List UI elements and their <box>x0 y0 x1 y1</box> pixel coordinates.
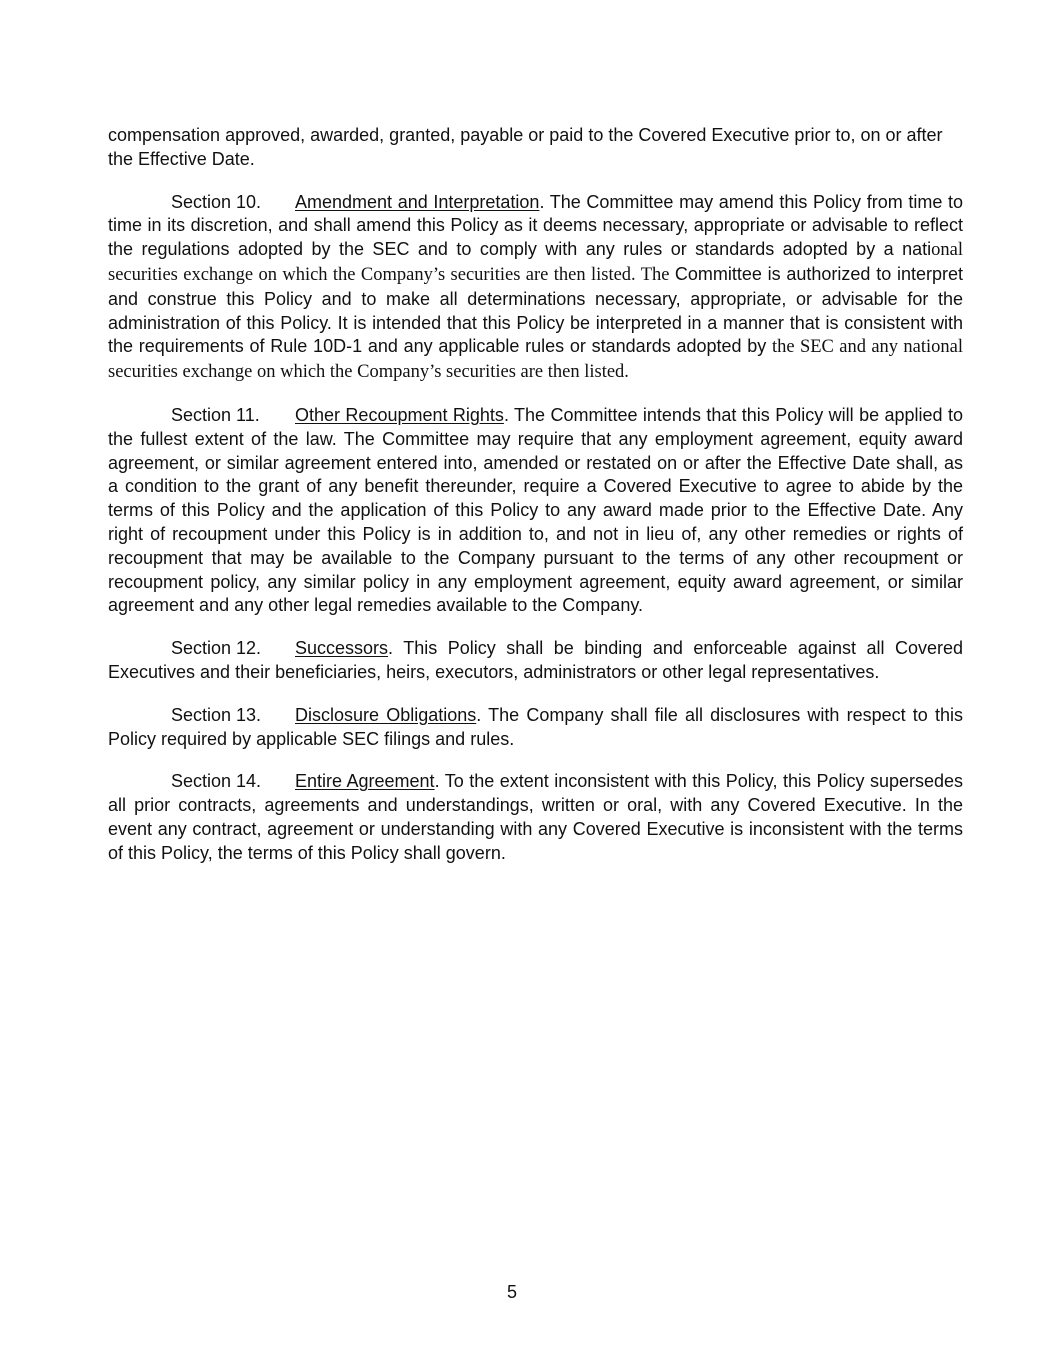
section-number: Section 10. <box>171 191 262 212</box>
section-body: . This Policy shall be binding and enforceable against all Covered Executives and their beneficiaries, heirs, executors, administrators or other legal representatives. <box>108 638 963 682</box>
section-body-serif: onal securities exchange on which the Company’s securities are then listed. The <box>108 240 963 285</box>
document-page <box>108 124 963 885</box>
section-11-paragraph <box>108 404 963 618</box>
section-title: Disclosure Obligations <box>295 704 477 725</box>
section-title: Amendment and Interpretation <box>295 191 540 212</box>
section-number: Section 13. <box>171 704 262 725</box>
section-body: . The Committee intends that this Policy will be applied to the fullest extent of the law. The Committee may require that any employment agreement, equity award agreement, or similar agreement entered into, amended or restated on or after the Effective Date shall, as a condition to the grant of any benefit thereunder, require a Covered Executive to agree to abide by the terms of this Policy and the application of this Policy to any award made prior to the Effective Date. Any right of recoupment under this Policy is in addition to, and not in lieu of, any other remedies or rights of recoupment that may be available to the Company pursuant to the terms of any other recoupment or recoupment policy, any similar policy in any employment agreement, equity award agreement, or similar agreement and any other legal remedies available to the Company. <box>108 404 963 616</box>
section-number: Section 12. <box>171 638 262 659</box>
section-body: . The Company shall file all disclosures with respect to this Policy required by applicable SEC filings and rules. <box>108 704 963 749</box>
section-number: Section 11. <box>171 404 260 425</box>
section-body-serif: the SEC and any national securities exchange on which the Company’s securities are then listed. <box>108 337 963 383</box>
section-title: Successors <box>295 638 389 659</box>
section-body: . The Committee may amend this Policy from time to time in its discretion, and shall amend this Policy as it deems necessary, appropriate or advisable to reflect the regulations adopted by the SEC and to comply with any rules or standards adopted by a nati <box>108 191 963 260</box>
section-10-paragraph <box>108 191 963 385</box>
section-13-paragraph <box>108 704 963 752</box>
continuation-paragraph: compensation approved, awarded, granted, payable or paid to the Covered Executive prior to, on or after the Effective Date. <box>108 125 943 169</box>
section-number: Section 14. <box>171 771 262 792</box>
section-12-paragraph <box>108 637 963 685</box>
section-title: Other Recoupment Rights <box>295 404 504 425</box>
section-body: . To the extent inconsistent with this Policy, this Policy supersedes all prior contracts, agreements and understandings, written or oral, with any Covered Executive. In the event any contract, agreement or understanding with any Covered Executive is inconsistent with the terms of this Policy, the terms of this Policy shall govern. <box>108 771 963 863</box>
page-number: 5 <box>506 1282 517 1302</box>
section-title: Entire Agreement <box>295 771 435 792</box>
section-14-paragraph <box>108 770 963 865</box>
section-body: Committee is authorized to interpret and construe this Policy and to make all determinations necessary, appropriate, or advisable for the administration of this Policy. It is intended that this Policy be interpreted in a manner that is consistent with the requirements of Rule 10D-1 and any applicable rules or standards adopted by <box>108 263 963 357</box>
